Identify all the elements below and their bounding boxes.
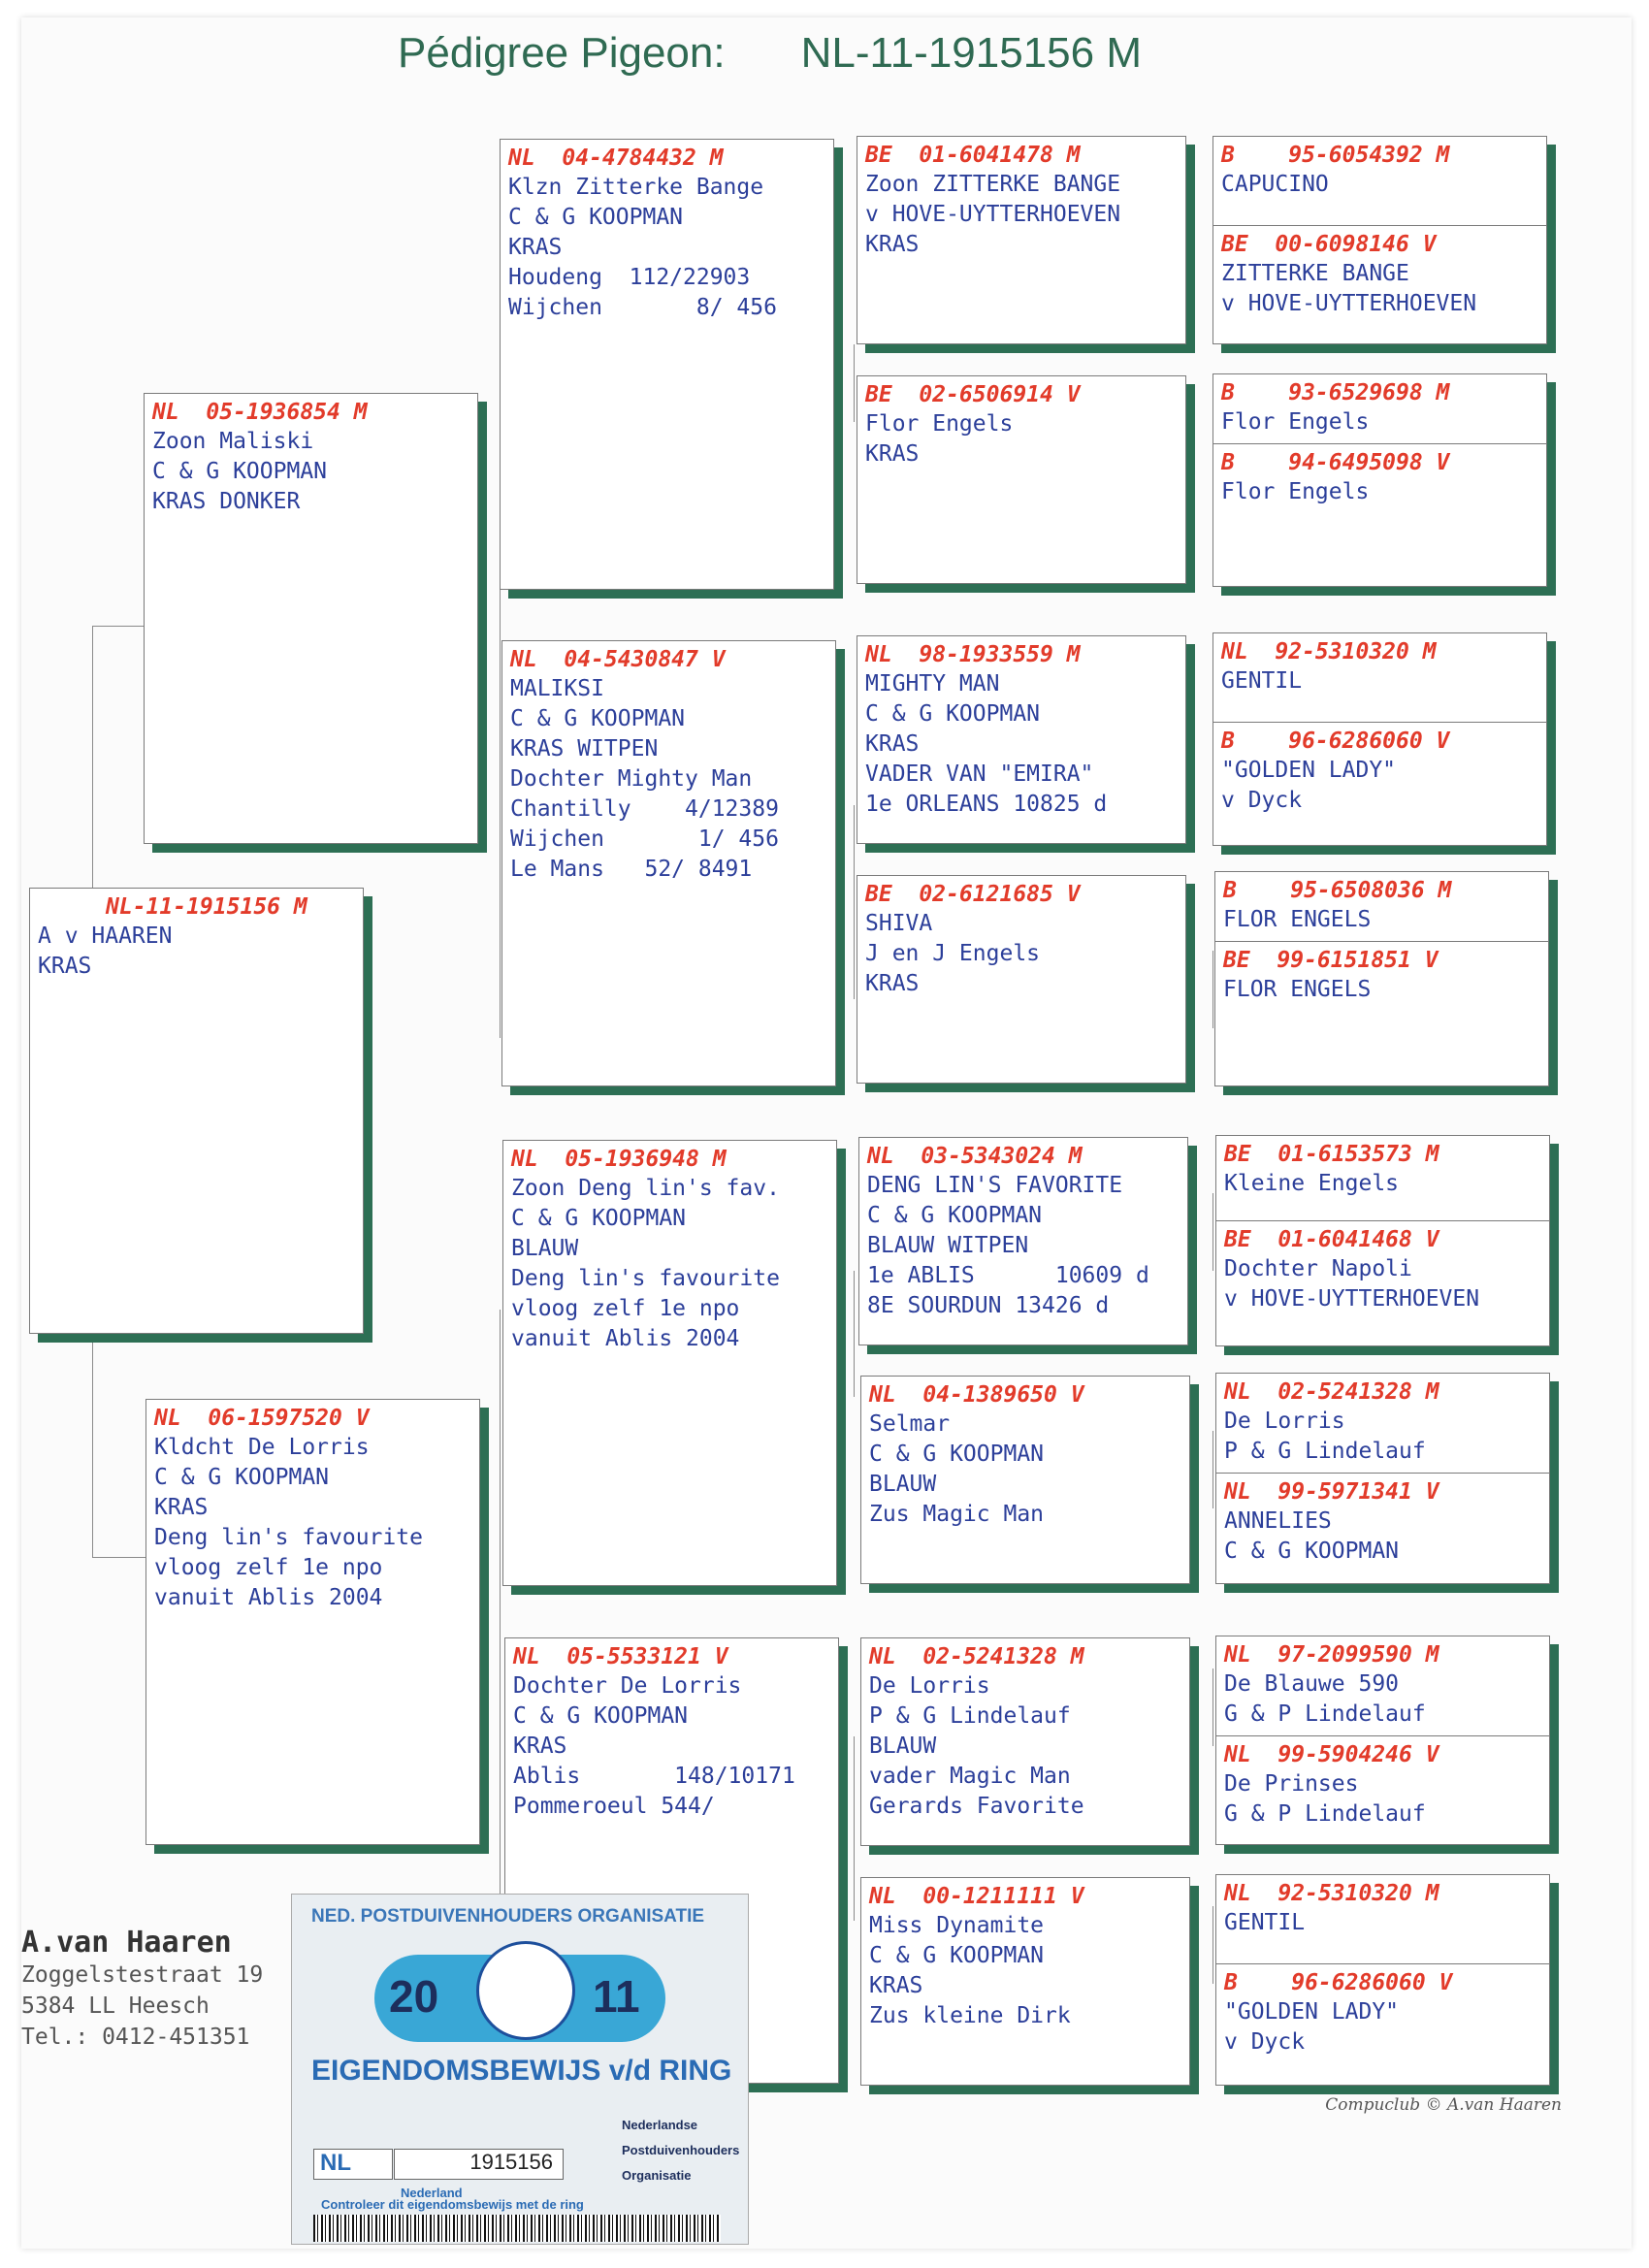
pigeon-line: KRAS (865, 232, 920, 257)
pigeon-line: Zoon Deng lin's fav. (511, 1176, 780, 1201)
pigeon-line: CAPUCINO (1221, 172, 1329, 197)
ring-number: BE 01-6153573 M (1224, 1142, 1439, 1167)
owner-phone: Tel.: 0412-451351 (21, 2025, 250, 2050)
pigeon-line: KRAS (513, 1733, 567, 1759)
pigeon-line: SHIVA (865, 911, 933, 936)
pigeon-pair-1 (1212, 136, 1547, 344)
ring-number: NL 99-5971341 V (1224, 1479, 1439, 1505)
pigeon-pair-6 (1215, 1373, 1550, 1584)
ring-number: NL 92-5310320 M (1224, 1881, 1439, 1906)
pigeon-pair-5 (1215, 1135, 1550, 1346)
pigeon-pair-4 (1214, 871, 1549, 1086)
pigeon-line: GENTIL (1224, 1910, 1306, 1935)
page-title (398, 29, 1142, 78)
ring-number: BE 01-6041478 M (865, 143, 1081, 168)
npo-line: Nederlandse (622, 2118, 698, 2132)
pigeon-line: vanuit Ablis 2004 (154, 1585, 383, 1610)
pigeon-line: C & G KOOPMAN (869, 1442, 1045, 1467)
pigeon-card-ss (500, 139, 834, 590)
pigeon-line: BLAUW WITPEN (867, 1233, 1029, 1258)
lion-emblem-icon (476, 1941, 575, 2040)
pigeon-line: Gerards Favorite (869, 1794, 1084, 1819)
pair-divider (1215, 941, 1548, 1005)
ring-number: B 95-6054392 M (1221, 143, 1450, 168)
pigeon-line: KRAS WITPEN (510, 736, 659, 761)
pigeon-line: BLAUW (511, 1236, 579, 1261)
owner-name: A.van Haaren (21, 1926, 232, 1960)
pigeon-card-dam (146, 1399, 480, 1845)
connector (1212, 1431, 1213, 1508)
pigeon-line: Flor Engels (1221, 409, 1370, 435)
footer-credit: Compuclub © A.van Haaren (1325, 2095, 1562, 2115)
ring-number: NL 03-5343024 M (867, 1144, 1083, 1169)
card-ring-number: 1915156 (394, 2149, 564, 2180)
pigeon-pair-3 (1212, 632, 1547, 846)
pair-divider (1216, 1220, 1549, 1314)
ring-number: BE 99-6151851 V (1223, 948, 1439, 973)
ring-number: NL 05-5533121 V (513, 1644, 728, 1669)
pigeon-line: Dochter Napoli (1224, 1256, 1412, 1281)
pigeon-line: VADER VAN "EMIRA" (865, 761, 1094, 787)
ownership-card (291, 1894, 749, 2245)
ring-number: NL 04-1389650 V (869, 1382, 1084, 1408)
pigeon-line: KRAS (865, 971, 920, 996)
pigeon-line: "GOLDEN LADY" (1224, 1999, 1400, 2025)
pair-divider (1216, 1473, 1549, 1567)
pigeon-line: Chantilly 4/12389 (510, 796, 779, 822)
ring-number: NL 00-1211111 V (869, 1884, 1084, 1909)
pigeon-line: Flor Engels (865, 411, 1014, 437)
pigeon-card-ds (502, 1140, 837, 1586)
ring-number: NL 04-4784432 M (508, 146, 724, 171)
pigeon-line: 8E SOURDUN 13426 d (867, 1293, 1110, 1318)
pigeon-line: Ablis 148/10171 (513, 1764, 795, 1789)
pigeon-line: 1e ABLIS 10609 d (867, 1263, 1149, 1288)
pigeon-line: vanuit Ablis 2004 (511, 1326, 740, 1351)
pigeon-card-dss (858, 1137, 1188, 1345)
card-nederland: Nederland (401, 2186, 463, 2200)
pigeon-line: v HOVE-UYTTERHOEVEN (865, 202, 1121, 227)
pigeon-line: De Prinses (1224, 1771, 1359, 1797)
pigeon-line: C & G KOOPMAN (154, 1465, 330, 1490)
pigeon-line: v Dyck (1224, 2029, 1306, 2055)
ring-number: B 96-6286060 V (1224, 1970, 1453, 1995)
pigeon-card-sds (857, 635, 1186, 844)
pigeon-line: MIGHTY MAN (865, 671, 1000, 697)
pair-divider (1213, 443, 1546, 507)
pigeon-line: Zus kleine Dirk (869, 2003, 1071, 2028)
owner-street: Zoggelstestraat 19 (21, 1962, 264, 1988)
connector (92, 1557, 148, 1558)
pigeon-card-ssd (857, 375, 1186, 584)
ring-number: BE 02-6121685 V (865, 882, 1081, 907)
pigeon-line: Zoon Maliski (152, 429, 314, 454)
pigeon-line: KRAS (869, 1973, 923, 1998)
ring-number: NL-11-1915156 M (106, 894, 307, 920)
pigeon-line: G & P Lindelauf (1224, 1801, 1426, 1827)
npo-logo (622, 2113, 739, 2188)
ring-number: BE 01-6041468 V (1224, 1227, 1439, 1252)
title-ring: NL-11-1915156 M (800, 29, 1142, 77)
pigeon-line: KRAS (865, 441, 920, 467)
pigeon-line: C & G KOOPMAN (511, 1206, 687, 1231)
pigeon-line: C & G KOOPMAN (867, 1203, 1043, 1228)
pigeon-line: Selmar (869, 1411, 951, 1437)
barcode (313, 2215, 721, 2242)
connector (1212, 1906, 1213, 1984)
pigeon-card-dds (860, 1637, 1190, 1846)
pigeon-line: Dochter Mighty Man (510, 766, 753, 792)
ring-number: B 96-6286060 V (1221, 729, 1450, 754)
pigeon-line: FLOR ENGELS (1223, 977, 1372, 1002)
connector (854, 805, 855, 999)
pigeon-line: C & G KOOPMAN (869, 1943, 1045, 1968)
npo-line: Postduivenhouders (622, 2143, 740, 2157)
card-year-right: 11 (593, 1971, 640, 2022)
ring-number: BE 00-6098146 V (1221, 232, 1437, 257)
pigeon-line: MALIKSI (510, 676, 604, 701)
pigeon-line: Pommeroeul 544/ (513, 1794, 715, 1819)
pigeon-line: De Blauwe 590 (1224, 1671, 1400, 1697)
pigeon-line: Deng lin's favourite (154, 1525, 423, 1550)
pigeon-line: C & G KOOPMAN (152, 459, 328, 484)
pigeon-line: P & G Lindelauf (869, 1703, 1071, 1729)
owner-city: 5384 LL Heesch (21, 1993, 210, 2019)
ring-number: B 95-6508036 M (1223, 878, 1452, 903)
ring-number: B 94-6495098 V (1221, 450, 1450, 475)
pigeon-line: De Lorris (1224, 1409, 1345, 1434)
pigeon-card-dsd (860, 1376, 1190, 1584)
pigeon-pair-8 (1215, 1874, 1550, 2086)
card-country: NL (313, 2149, 393, 2180)
pigeon-line: Kldcht De Lorris (154, 1435, 370, 1460)
pair-divider (1216, 1963, 1549, 2057)
connector (92, 626, 146, 627)
pigeon-card-ddd (860, 1877, 1190, 2086)
ring-number: NL 02-5241328 M (1224, 1379, 1439, 1405)
ring-number: NL 04-5430847 V (510, 647, 726, 672)
ring-number: NL 92-5310320 M (1221, 639, 1437, 664)
connector (1212, 1669, 1213, 1746)
pigeon-line: "GOLDEN LADY" (1221, 758, 1397, 783)
pigeon-line: BLAUW (869, 1733, 937, 1759)
pigeon-line: v Dyck (1221, 788, 1303, 813)
pigeon-line: vader Magic Man (869, 1764, 1071, 1789)
pigeon-line: Wijchen 1/ 456 (510, 826, 779, 852)
pigeon-line: KRAS (508, 235, 563, 260)
pigeon-pair-7 (1215, 1636, 1550, 1845)
ring-number: NL 05-1936854 M (152, 400, 368, 425)
card-year-left: 20 (389, 1971, 439, 2022)
pigeon-line: v HOVE-UYTTERHOEVEN (1224, 1286, 1480, 1312)
connector (1212, 951, 1213, 1028)
ring-number: NL 99-5904246 V (1224, 1742, 1439, 1767)
pigeon-line: Le Mans 52/ 8491 (510, 857, 753, 882)
pigeon-line: Miss Dynamite (869, 1913, 1045, 1938)
pigeon-card-sdd (857, 875, 1186, 1084)
pigeon-pair-2 (1212, 373, 1547, 587)
pigeon-line: BLAUW (869, 1472, 937, 1497)
connector (500, 1310, 501, 1930)
pigeon-line: KRAS (38, 954, 92, 979)
ring-number: BE 02-6506914 V (865, 382, 1081, 407)
ring-number: NL 06-1597520 V (154, 1406, 370, 1431)
pigeon-line: Kleine Engels (1224, 1171, 1400, 1196)
card-org: NED. POSTDUIVENHOUDERS ORGANISATIE (311, 1906, 705, 1927)
connector (854, 344, 855, 422)
owner-address (21, 1926, 263, 2053)
pigeon-line: P & G Lindelauf (1224, 1439, 1426, 1464)
pigeon-card-sd (501, 640, 836, 1086)
ring-number: NL 02-5241328 M (869, 1644, 1084, 1669)
pigeon-line: vloog zelf 1e npo (154, 1555, 383, 1580)
connector (1212, 1193, 1213, 1271)
pigeon-card-sss (857, 136, 1186, 344)
card-control-note: Controleer dit eigendomsbewijs met de ring (321, 2197, 584, 2212)
pigeon-line: KRAS (154, 1495, 209, 1520)
pigeon-line: A v HAAREN (38, 923, 173, 949)
pigeon-line: Deng lin's favourite (511, 1266, 780, 1291)
pigeon-card-subject (29, 888, 364, 1334)
pigeon-line: C & G KOOPMAN (865, 701, 1041, 727)
pigeon-card-sire (144, 393, 478, 844)
pigeon-line: KRAS (865, 731, 920, 757)
pigeon-line: ZITTERKE BANGE (1221, 261, 1409, 286)
ring-number: NL 97-2099590 M (1224, 1642, 1439, 1668)
pigeon-line: ANNELIES (1224, 1508, 1332, 1534)
pair-divider (1213, 225, 1546, 319)
pigeon-line: C & G KOOPMAN (508, 205, 684, 230)
pigeon-line: FLOR ENGELS (1223, 907, 1372, 932)
pigeon-line: 1e ORLEANS 10825 d (865, 792, 1108, 817)
npo-line: Organisatie (622, 2168, 692, 2183)
pigeon-line: GENTIL (1221, 668, 1303, 694)
ring-number: B 93-6529698 M (1221, 380, 1450, 405)
pigeon-line: KRAS DONKER (152, 489, 301, 514)
pigeon-line: Klzn Zitterke Bange (508, 175, 764, 200)
pigeon-line: DENG LIN'S FAVORITE (867, 1173, 1123, 1198)
pigeon-line: C & G KOOPMAN (513, 1703, 689, 1729)
pigeon-line: J en J Engels (865, 941, 1041, 966)
connector (854, 1736, 855, 1921)
ring-number: NL 05-1936948 M (511, 1147, 727, 1172)
pigeon-line: Houdeng 112/22903 (508, 265, 751, 290)
pair-divider (1216, 1735, 1549, 1830)
card-title: EIGENDOMSBEWIJS v/d RING (311, 2055, 732, 2087)
pigeon-line: De Lorris (869, 1673, 990, 1699)
pigeon-line: vloog zelf 1e npo (511, 1296, 740, 1321)
pigeon-line: C & G KOOPMAN (510, 706, 686, 731)
pair-divider (1213, 722, 1546, 816)
connector (854, 1271, 855, 1397)
pigeon-line: Flor Engels (1221, 479, 1370, 504)
pigeon-line: G & P Lindelauf (1224, 1701, 1426, 1727)
pigeon-line: Zoon ZITTERKE BANGE (865, 172, 1121, 197)
pigeon-line: v HOVE-UYTTERHOEVEN (1221, 291, 1477, 316)
pigeon-line: C & G KOOPMAN (1224, 1539, 1400, 1564)
title-label: Pédigree Pigeon: (398, 29, 726, 77)
pigeon-line: Dochter De Lorris (513, 1673, 742, 1699)
ring-number: NL 98-1933559 M (865, 642, 1081, 667)
pigeon-line: Wijchen 8/ 456 (508, 295, 777, 320)
pigeon-line: Zus Magic Man (869, 1502, 1045, 1527)
